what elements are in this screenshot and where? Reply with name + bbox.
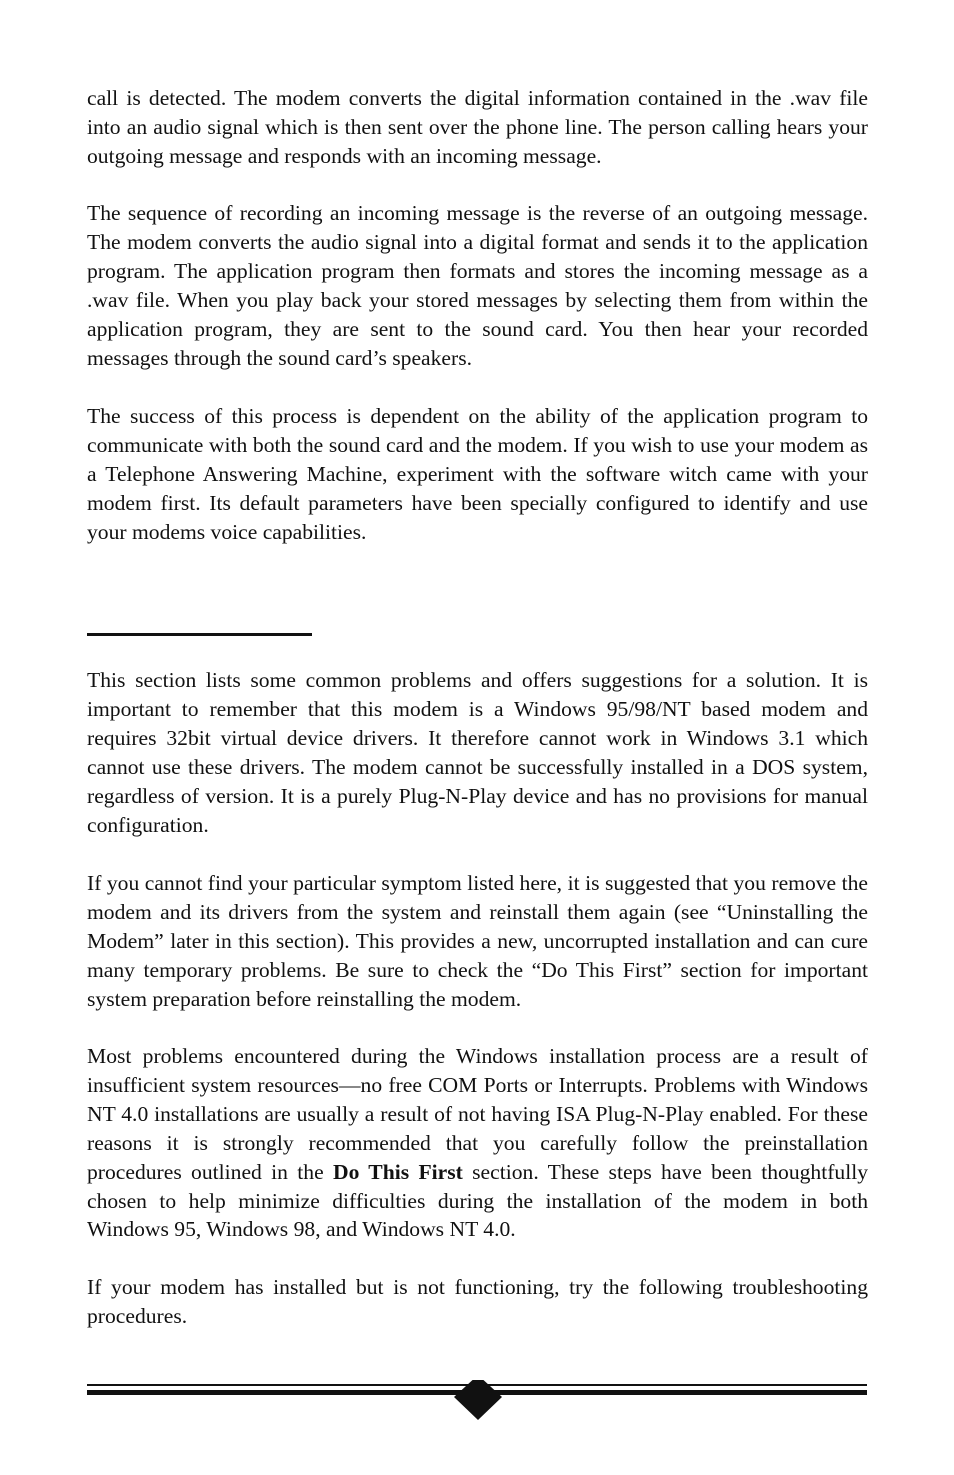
section-divider-rule bbox=[87, 633, 312, 636]
paragraph-troubleshooting-intro: This section lists some common problems and offers suggestions for a solution. It is important to remember that this modem is a Windows 95/98/NT based modem and requires 32bit virtual device drivers. It therefore cannot work in Windows 3.1 which cannot use these drivers. The modem cannot be successfully installed in a DOS system, regardless of version. It is a purely Plug-N-Play device and has no provisions for manual configuration. bbox=[87, 668, 868, 837]
paragraph-text-segment: section. These steps have been thoughtfully chosen to help minimize difficulties during the installation of the modem in both Windows 95, Windows 98, and Windows NT 4.0. bbox=[87, 1159, 868, 1242]
footer-diamond-rule bbox=[87, 1380, 867, 1420]
paragraph-not-functioning: If your modem has installed but is not functioning, try the following troubleshooting procedures. bbox=[87, 1275, 868, 1328]
paragraph-text-segment: Most problems encountered during the Windows installation process are a result of insufficient system resources—no free COM Ports or Interrupts. Problems with Windows NT 4.0 installations are usually a result of not having ISA Plug-N-Play enabled. For these reasons it is strongly recommended that you carefully follow the preinstallation procedures outlined in the bbox=[87, 1044, 868, 1184]
paragraph-outgoing-message: call is detected. The modem converts the digital information contained in the .wav file into an audio signal which is then sent over the phone line. The person calling hears your outgoing message and responds with an incoming message. bbox=[87, 86, 868, 168]
paragraph-incoming-message: The sequence of recording an incoming message is the reverse of an outgoing message. The modem converts the audio signal into a digital format and sends it to the application program. The application program then formats and stores the incoming message as a .wav file. When you play back your stored messages by selecting them from within the application program, they are sent to the sound card. You then hear your recorded messages through the sound card’s speakers. bbox=[87, 201, 868, 370]
paragraph-process-success: The success of this process is dependent on the ability of the application program to communicate with both the sound card and the modem. If you wish to use your modem as a Telephone Answering Machine, experiment with the software witch came with your modem first. Its default parameters have been specially configured to identify and use your modems voice capabilities. bbox=[87, 404, 868, 544]
paragraph-reinstall-advice: If you cannot find your particular symptom listed here, it is suggested that you remove the modem and its drivers from the system and reinstall them again (see “Uninstalling the Modem” later in this section). This provides a new, uncorrupted installation and can cure many temporary problems. Be sure to check the “Do This First” section for important system preparation before reinstalling the modem. bbox=[87, 871, 868, 1011]
paragraph-installation-problems bbox=[87, 1042, 868, 1244]
do-this-first-reference: Do This First bbox=[332, 1159, 463, 1184]
